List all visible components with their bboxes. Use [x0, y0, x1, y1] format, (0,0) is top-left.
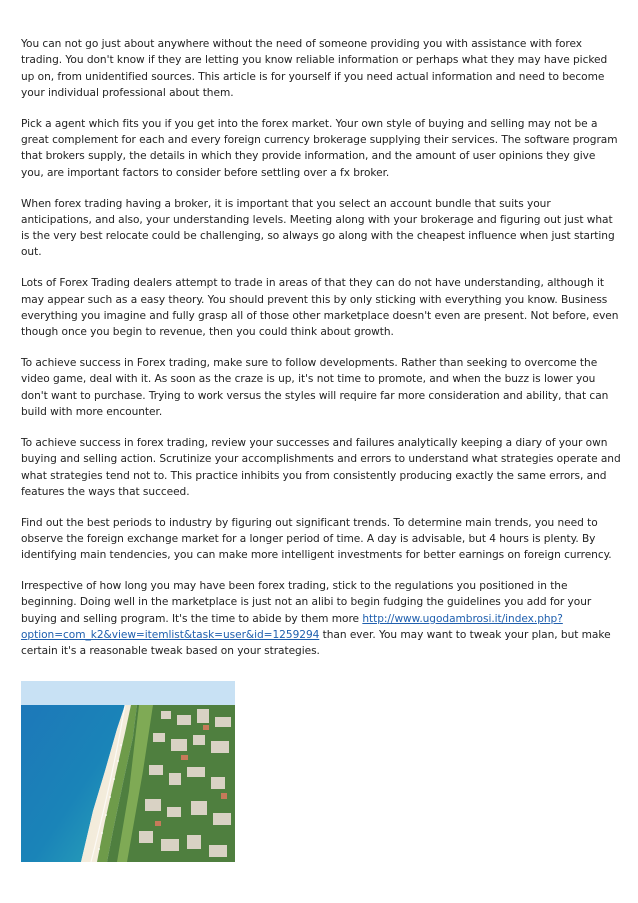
paragraph-8-text-after: than ever. You may want to tweak your plan, but make certain it's a reasonable tweak based on your strategies. [21, 629, 611, 658]
paragraph-7: Find out the best periods to industry by figuring out significant trends. To determine main trends, you need to observe the foreign exchange market for a longer period of time. A day is advisable, but 4 hours is plenty. By identifying main tendencies, you can make more intelligent investments for better earnings on foreign currency. [21, 516, 612, 562]
paragraph-3: When forex trading having a broker, it is important that you select an account bundle that suits your anticipations, and also, your understanding levels. Meeting along with your brokerage and figuring out just what is the very best relocate could be challenging, so always go along with the cheapest influence when just starting out. [21, 197, 615, 259]
paragraph-2: Pick a agent which fits you if you get into the forex market. Your own style of buying and selling may not be a great complement for each and every foreign currency brokerage supplying their services. The software program that brokers supply, the details in which they provide information, and the amount of user opinions they give you, are important factors to consider before settling over a fx broker. [21, 117, 618, 179]
paragraph-6: To achieve success in forex trading, review your successes and failures analytically keeping a diary of your own buying and selling action. Scrutinize your accomplishments and errors to understand what strategies operate and what strategies tend not to. This practice inhibits you from consistently producing exactly the same errors, and features the ways that succeed. [21, 436, 621, 498]
profile-link[interactable]: http://www.ugodambrosi.it/index.php?option=com_k2&view=itemlist&task=user&id=1259294 [21, 612, 563, 642]
article-body [21, 36, 621, 674]
beach-aerial-photo [21, 681, 235, 862]
paragraph-4: Lots of Forex Trading dealers attempt to trade in areas of that they can do not have understanding, although it may appear such as a easy theory. You should prevent this by only sticking with everything you know. Business everything you imagine and fully grasp all of those other marketplace doesn't even are present. Not before, even though once you begin to revenue, then you could think about growth. [21, 277, 619, 339]
paragraph-8 [21, 578, 621, 659]
beach-aerial-illustration [21, 681, 235, 862]
paragraph-1: You can not go just about anywhere without the need of someone providing you with assistance with forex trading. You don't know if they are letting you know reliable information or perhaps what they may have picked up on, from unidentified sources. This article is for yourself if you need actual information and need to become your individual professional about them. [21, 38, 608, 99]
paragraph-5: To achieve success in Forex trading, make sure to follow developments. Rather than seeking to overcome the video game, deal with it. As soon as the craze is up, it's not time to promote, and when the buzz is lower you don't want to purchase. Trying to work versus the styles will require far more consideration and ability, that can build with more encounter. [21, 357, 609, 419]
paragraph-8-text-before: Irrespective of how long you may have been forex trading, stick to the regulations you positioned in the beginning. Doing well in the marketplace is just not an alibi to begin fudging the guidelines you add for your buying and selling program. It's the time to abide by them more [21, 580, 592, 625]
